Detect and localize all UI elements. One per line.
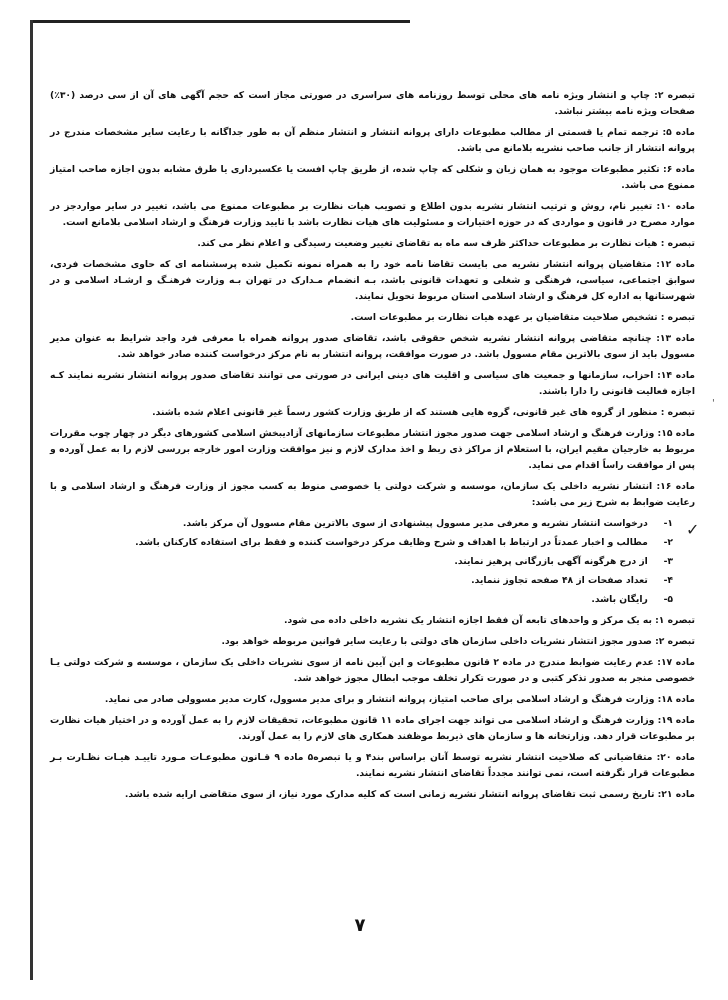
list-item (50, 516, 673, 532)
paragraph-note-2b: تبصره ۲: صدور مجوز انتشار نشریات داخلی سازمان های دولتی با رعایت سایر قوانین مربوطه خواهد بود. (221, 636, 695, 647)
list-text: تعداد صفحات از ۴۸ صفحه تجاوز ننماید. (471, 575, 648, 586)
paragraph-article-12: ماده ۱۲: متقاضیان پروانه انتشار نشریه می بایست تقاضا نامه خود را به همراه نمونه تکمیل شده پرسشنامه ای که حاوی مشخصات فردی، سوابق اجتماعی، سیاسی، فرهنگی و شغلی و تعهدات قانونی باشد، بـه انضمام مـدارک در تهران بـه وزارت فرهنـگ و ارشـاد اسلامی و در شهرستانها به اداره کل فرهنگ و ارشاد اسلامی استان مربوط تحویل نمایند. (50, 259, 695, 302)
paragraph-article-19: ماده ۱۹: وزارت فرهنگ و ارشاد اسلامی می تواند جهت اجرای ماده ۱۱ قانون مطبوعات، تحقیقات لازم را به عمل آورده و در اختیار هیات نظارت بر مطبوعات قرار دهد. وزارتخانه ها و سازمان های ذیربط موظفند همکاری های لازم را به عمل آورند. (50, 715, 695, 742)
document-body (50, 88, 695, 808)
scan-border-top (30, 20, 410, 23)
list-number: ۱- (663, 518, 673, 529)
paragraph-article-14: ماده ۱۴: احزاب، سازمانها و جمعیت های سیاسی و اقلیت های دینی ایرانی در صورتی می توانند تقاضای صدور پروانه انتشار نشریه نمایند کـه اجازه فعالیت قانونی را دارا باشند. (50, 370, 695, 397)
paragraph-article-15: ماده ۱۵: وزارت فرهنگ و ارشاد اسلامی جهت صدور مجوز انتشار مطبوعات سازمانهای آزادیبخش اسلامی کشورهای دیگر در چهار چوب مقررات مربوط به خارجیان مقیم ایران، با استعلام از مراکز ذی ربط و اخذ مدارک لازم و نیز موافقت وزارت امور خارجه بررسی لازم را به عمل آورده و پس از موافقت راساً اقدام می نماید. (50, 428, 696, 471)
list-text: مطالب و اخبار عمدتاً در ارتباط با اهداف و شرح وظایف مرکز درخواست کننده و فقط برای استفاده کارکنان باشد. (135, 537, 648, 548)
list-number: ۳- (663, 556, 673, 567)
handwritten-check-icon: ✓ (686, 520, 700, 539)
paragraph-article-13: ماده ۱۳: چنانچه متقاضی پروانه انتشار نشریه شخص حقوقی باشد، تقاضای صدور پروانه همراه با معرفی فرد واجد شرایط به عنوان مدیر مسوول باید از سوی بالاترین مقام مسوول باشد. در صورت موافقت، پروانه انتشار به نام مرکز درخواست کننده صادر خواهد شد. (50, 333, 695, 360)
paragraph-article-6: ماده ۶: تکثیر مطبوعات موجود به همان زبان و شکلی که چاپ شده، از طریق چاپ افست یا عکسبرداری یا طرق مشابه بدون اجازه صاحب امتیاز ممنوع می باشد. (50, 164, 695, 191)
numbered-list (50, 516, 695, 608)
paragraph-note: تبصره : منظور از گروه های غیر قانونی، گروه هایی هستند که از طریق وزارت کشور رسماً غیر قانونی اعلام شده باشند. (152, 407, 695, 418)
list-text: درخواست انتشار نشریه و معرفی مدیر مسوول پیشنهادی از سوی بالاترین مقام مسوول آن مرکز باشد. (182, 518, 648, 529)
list-text: رایگان باشد. (591, 594, 648, 605)
list-item (50, 592, 673, 608)
list-item (50, 554, 673, 570)
paragraph-article-21: ماده ۲۱: تاریخ رسمی ثبت تقاضای پروانه انتشار نشریه زمانی است که کلیه مدارک مورد نیاز، از سوی متقاضی ارایه شده باشد. (124, 789, 695, 800)
list-number: ۴- (663, 575, 673, 586)
paragraph-article-16: ماده ۱۶: انتشار نشریه داخلی یک سازمان، موسسه و شرکت دولتی یا خصوصی منوط به کسب مجوز از وزارت فرهنگ و ارشاد اسلامی و با رعایت ضوابط به شرح زیر می باشد: (50, 481, 695, 508)
list-item (50, 573, 673, 589)
list-number: ۲- (663, 537, 673, 548)
paragraph-article-10: ماده ۱۰: تغییر نام، روش و ترتیب انتشار نشریه بدون اطلاع و تصویب هیات نظارت بر مطبوعات ممنوع می باشد، تغییر در سایر مواردجز در موارد مصرح در قانون و مواردی که در حوزه اختیارات و مسئولیت های هیات نظارت باشد با تایید وزارت فرهنگ و ارشاد اسلامی بلامانع است. (50, 201, 695, 228)
paragraph-article-18: ماده ۱۸: وزارت فرهنگ و ارشاد اسلامی برای صاحب امتیاز، پروانه انتشار و برای مدیر مسوول، کارت مدیر مسوولی صادر می نماید. (104, 694, 695, 705)
paragraph-note: تبصره : هیات نظارت بر مطبوعات حداکثر ظرف سه ماه به تقاضای تغییر وضعیت رسیدگی و اعلام نظر می کند. (197, 238, 695, 249)
paragraph-note-1: تبصره ۱: به یک مرکز و واحدهای تابعه آن فقط اجازه انتشار یک نشریه داخلی داده می شود. (284, 615, 695, 626)
paragraph-article-17: ماده ۱۷: عدم رعایت ضوابط مندرج در ماده ۲ قانون مطبوعات و این آیین نامه از سوی نشریات داخلی یک سازمان ، موسسه و شرکت دولتی یـا خصوصی منجر به صدور تذکر کتبی و در صورت تکرار تخلف موجب ابطال مجوز خواهد شد. (50, 657, 695, 684)
pen-tick-icon: ' (712, 398, 715, 409)
list-item (50, 535, 673, 551)
list-number: ۵- (663, 594, 673, 605)
list-text: از درج هرگونه آگهی بازرگانی پرهیز نمایند. (454, 556, 648, 567)
scan-border-left (30, 20, 33, 980)
page-number: ۷ (354, 915, 366, 936)
paragraph-article-20: ماده ۲۰: متقاضیانی که صلاحیت انتشار نشریه توسط آنان براساس بند۴ و یا تبصره۵ ماده ۹ قـانون مطبوعـات مـورد تاییـد هیـات نظـارت بـر مطبوعات قرار نگرفته است، نمی توانند مجدداً تقاضای انتشار نشریه نمایند. (50, 752, 695, 779)
paragraph-note-2: تبصره ۲: چاپ و انتشار ویژه نامه های محلی توسط روزنامه های سراسری در صورتی مجاز است که حجم آگهی های آن از سی درصد (۳۰٪) صفحات ویژه نامه بیشتر نباشد. (50, 90, 696, 117)
paragraph-note: تبصره : تشخیص صلاحیت متقاضیان بر عهده هیات نظارت بر مطبوعات است. (350, 312, 695, 323)
paragraph-article-5: ماده ۵: ترجمه تمام یا قسمتی از مطالب مطبوعات دارای پروانه انتشار و انتشار منظم آن به طور جداگانه با رعایت سایر مشخصات مندرج در پروانه انتشار از جانب صاحب نشریه بلامانع می باشد. (50, 127, 695, 154)
